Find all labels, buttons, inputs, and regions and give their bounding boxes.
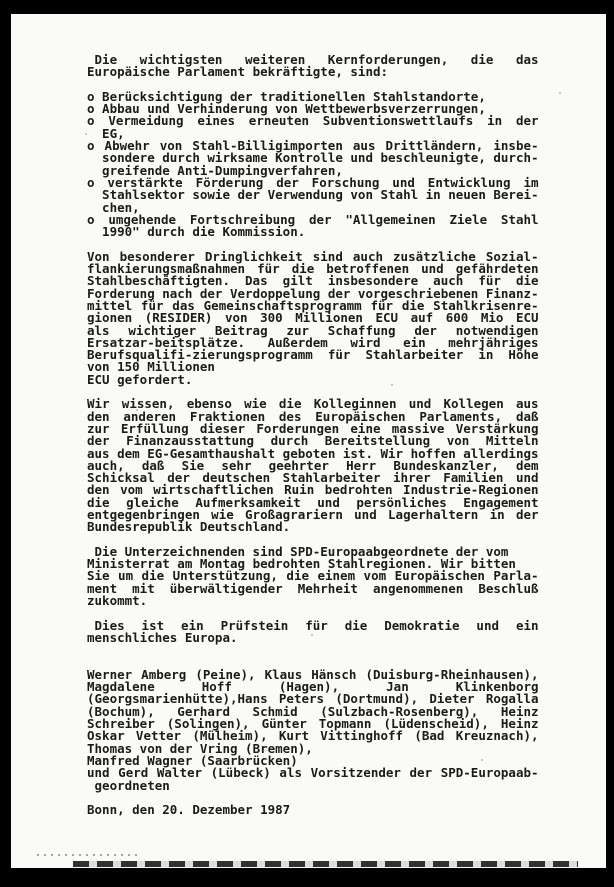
text-line: Europäische Parlament bekräftigte, sind: <box>87 64 389 80</box>
scan-speckle <box>311 634 313 636</box>
text-line: von 150 Millionen <box>87 359 215 375</box>
text-line: auch, daß Sie sehr geehrter Herr Bundeskanzler, dem <box>87 457 539 473</box>
text-line: (Georgsmarienhütte),Hans Peters (Dortmund), Dieter Rogalla <box>87 691 539 707</box>
signatories-intro-paragraph <box>87 543 539 609</box>
text-line: der Finanzausstattung durch Bereitstellung von Mitteln <box>87 433 539 449</box>
text-line: Sie um die Unterstützung, die einem vom Europäischen Parla- <box>87 568 539 584</box>
text-line: Thomas von der Vring (Bremen), <box>87 740 313 756</box>
text-line: zukommt. <box>87 593 148 609</box>
urgency-paragraph <box>87 248 539 387</box>
text-line: ment mit überwältigender Mehrheit angenommenen Beschluß <box>87 580 539 596</box>
text-line: Dies ist ein Prüfstein für die Demokratie und ein <box>94 617 539 633</box>
text-line: Ministerrat am Montag bedrohten Stahlregionen. Wir bitten <box>87 556 516 572</box>
text-line: Magdalene Hoff (Hagen), Jan Klinkenborg <box>87 679 539 695</box>
pruefstein-paragraph <box>87 617 539 645</box>
text-line: Die Unterzeichnenden sind SPD-Europaabgeordnete der vom <box>94 543 509 559</box>
text-line: Stahlbeschäftigten. Das gilt insbesondere auch für die <box>87 273 539 289</box>
document-text <box>87 54 539 816</box>
text-line: Schicksal der deutschen Stahlarbeiter ihrer Familien und <box>87 470 539 486</box>
text-line: o umgehende Fortschreibung der "Allgemeinen Ziele Stahl <box>87 211 539 227</box>
text-line: mittel für das Gemeinschaftsprogramm für die Stahlkrisenre- <box>87 297 539 313</box>
dateline <box>87 804 539 816</box>
text-line: sondere durch wirksame Kontrolle und beschleunigte, durch- <box>102 150 539 166</box>
text-line: Die wichtigsten weiteren Kernforderungen, die das <box>94 52 539 67</box>
text-line: greifende Anti-Dumpingverfahren, <box>102 162 343 178</box>
text-line: o Berücksichtigung der traditionellen Stahlstandorte, <box>87 88 486 104</box>
scan-speckle <box>136 409 138 411</box>
text-line: Bonn, den 20. Dezember 1987 <box>87 802 291 818</box>
scan-speckle <box>85 133 87 135</box>
text-line: als wichtiger Beitrag zur Schaffung der notwendigen <box>87 322 539 338</box>
text-line: Ersatzar-beitsplätze. Außerdem wird ein mehrjähriges <box>87 334 539 350</box>
text-line: Forderung nach der Verdoppelung der vorgeschriebenen Finanz- <box>87 285 539 301</box>
text-line: o Abbau und Verhinderung von Wettbewerbsverzerrungen, <box>87 101 486 117</box>
page-edge-shadow <box>73 861 578 867</box>
text-line: ECU gefordert. <box>87 371 193 387</box>
scan-speckle <box>391 384 393 386</box>
text-line: gionen (RESIDER) von 300 Millionen ECU auf 600 Mio ECU <box>87 310 539 326</box>
text-line: Werner Amberg (Peine), Klaus Hänsch (Duisburg-Rheinhausen), <box>87 666 539 682</box>
text-line: Berufsqualifi-zierungsprogramm für Stahlarbeiter in Höhe <box>87 347 539 363</box>
text-line: Bundesrepublik Deutschland. <box>87 519 291 535</box>
scan-dot-row <box>37 854 137 856</box>
text-line: und Gerd Walter (Lübeck) als Vorsitzender der SPD-Europaab- <box>87 765 539 781</box>
text-line: Wir wissen, ebenso wie die Kolleginnen und Kollegen aus <box>87 396 539 412</box>
signatories-names <box>87 666 539 793</box>
text-line: die gleiche Aufmerksamkeit und persönliches Engagement <box>87 494 539 510</box>
text-line: den vom wirtschaftlichen Ruin bedrohten Industrie-Regionen <box>87 482 539 498</box>
demands-list <box>87 88 539 240</box>
scan-speckle <box>559 92 561 94</box>
text-line: o Abwehr von Stahl-Billigimporten aus Drittländern, insbe- <box>87 138 539 154</box>
text-line: den anderen Fraktionen des Europäischen Parlaments, daß <box>87 408 539 424</box>
text-line: flankierungsmaßnahmen für die betroffenen und gefährdeten <box>87 261 539 277</box>
text-line: menschliches Europa. <box>87 629 238 645</box>
appeal-paragraph <box>87 398 539 533</box>
text-line: Oskar Vetter (Mülheim), Kurt Vittinghoff (Bad Kreuznach), <box>87 728 539 744</box>
intro-paragraph <box>87 54 539 79</box>
text-line: o verstärkte Förderung der Forschung und Entwicklung im <box>87 174 539 190</box>
text-line: chen, <box>102 199 140 215</box>
text-line: entgegenbringen wie Großagrariern und Lagerhaltern in der <box>87 506 539 522</box>
text-line: Stahlsektor sowie der Verwendung von Stahl in neuen Berei- <box>102 187 539 203</box>
scan-speckle <box>481 759 483 761</box>
text-line: o Vermeidung eines erneuten Subventionswettlaufs in der <box>87 113 539 129</box>
document-page <box>11 14 606 868</box>
text-line: zur Erfüllung dieser Forderungen eine massive Verstärkung <box>87 420 539 436</box>
text-line: geordneten <box>94 777 170 793</box>
text-line: (Bochum), Gerhard Schmid (Sulzbach-Rosenberg), Heinz <box>87 703 539 719</box>
text-line: aus dem EG-Gesamthaushalt geboten ist. Wir hoffen allerdings <box>87 445 539 461</box>
text-line: Schreiber (Solingen), Günter Topmann (Lüdenscheid), Heinz <box>87 716 539 732</box>
text-line: 1990" durch die Kommission. <box>102 224 306 240</box>
text-line: Manfred Wagner (Saarbrücken) <box>87 752 298 768</box>
text-line: Von besonderer Dringlichkeit sind auch zusätzliche Sozial- <box>87 248 539 264</box>
text-line: EG, <box>102 125 125 141</box>
